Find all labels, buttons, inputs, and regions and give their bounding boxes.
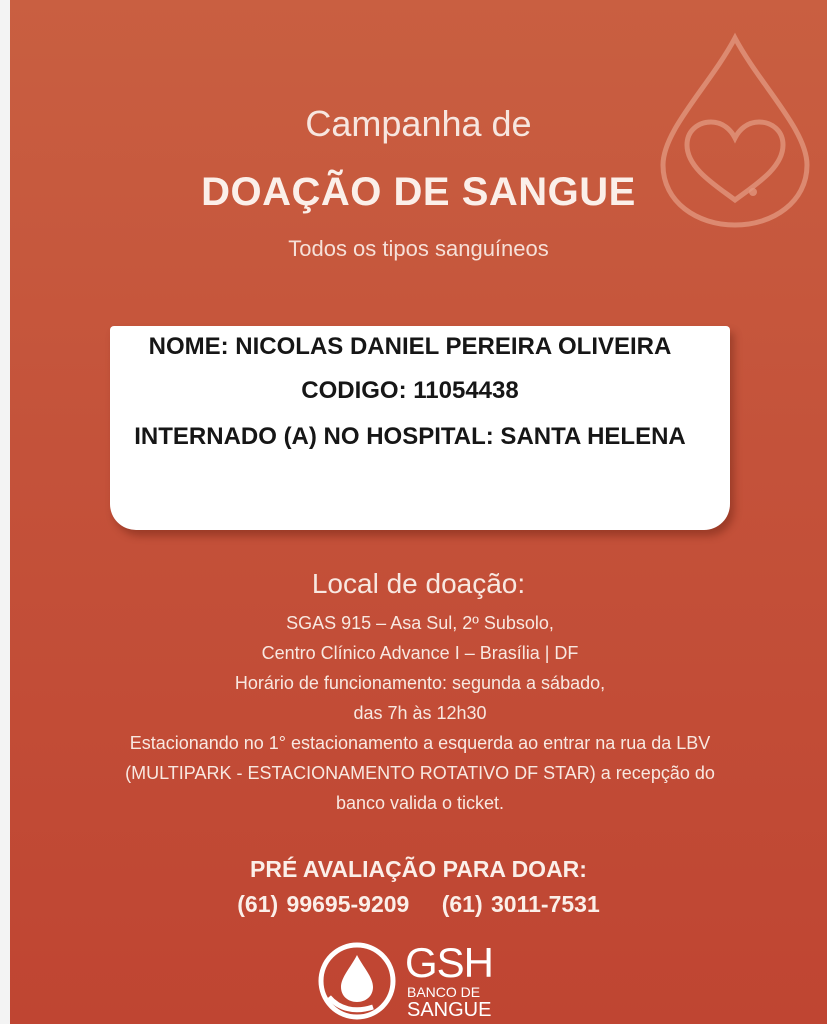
campaign-title-line2: DOAÇÃO DE SANGUE xyxy=(201,170,636,214)
patient-card xyxy=(110,326,730,530)
logo-name: GSH xyxy=(405,939,494,986)
location-line: Centro Clínico Advance I – Brasília | DF xyxy=(261,643,579,663)
patient-hospital: INTERNADO (A) NO HOSPITAL: SANTA HELENA xyxy=(134,423,686,450)
location-line: (MULTIPARK - ESTACIONAMENTO ROTATIVO DF STAR) a recepção do xyxy=(125,763,715,783)
location-title: Local de doação: xyxy=(311,568,526,599)
blood-drop-hand-icon xyxy=(315,939,399,1023)
location-line: banco valida o ticket. xyxy=(335,793,505,813)
patient-name: NOME: NICOLAS DANIEL PEREIRA OLIVEIRA xyxy=(148,333,672,360)
phone-number: (61) 99695-9209 xyxy=(237,891,410,917)
location-info xyxy=(40,608,800,818)
logo-subtitle: BANCO DE xyxy=(407,984,481,1000)
campaign-subtitle: Todos os tipos sanguíneos xyxy=(288,236,549,261)
patient-code: CODIGO: 11054438 xyxy=(301,377,519,404)
phone-numbers xyxy=(10,891,827,918)
location-line: Estacionando no 1° estacionamento a esquerda ao entrar na rua da LBV xyxy=(129,733,711,753)
campaign-title-line1: Campanha de xyxy=(305,103,532,144)
phone-number: (61) 3011-7531 xyxy=(441,891,600,917)
location-line: das 7h às 12h30 xyxy=(353,703,487,723)
campaign-poster xyxy=(10,0,827,1024)
logo-subtitle: SANGUE xyxy=(407,999,492,1021)
gsh-logo xyxy=(315,935,515,1024)
location-line: Horário de funcionamento: segunda a sábado, xyxy=(234,673,606,693)
location-line: SGAS 915 – Asa Sul, 2º Subsolo, xyxy=(286,613,554,633)
pre-evaluation-title: PRÉ AVALIAÇÃO PARA DOAR: xyxy=(250,856,587,882)
page-edge xyxy=(0,0,10,1024)
